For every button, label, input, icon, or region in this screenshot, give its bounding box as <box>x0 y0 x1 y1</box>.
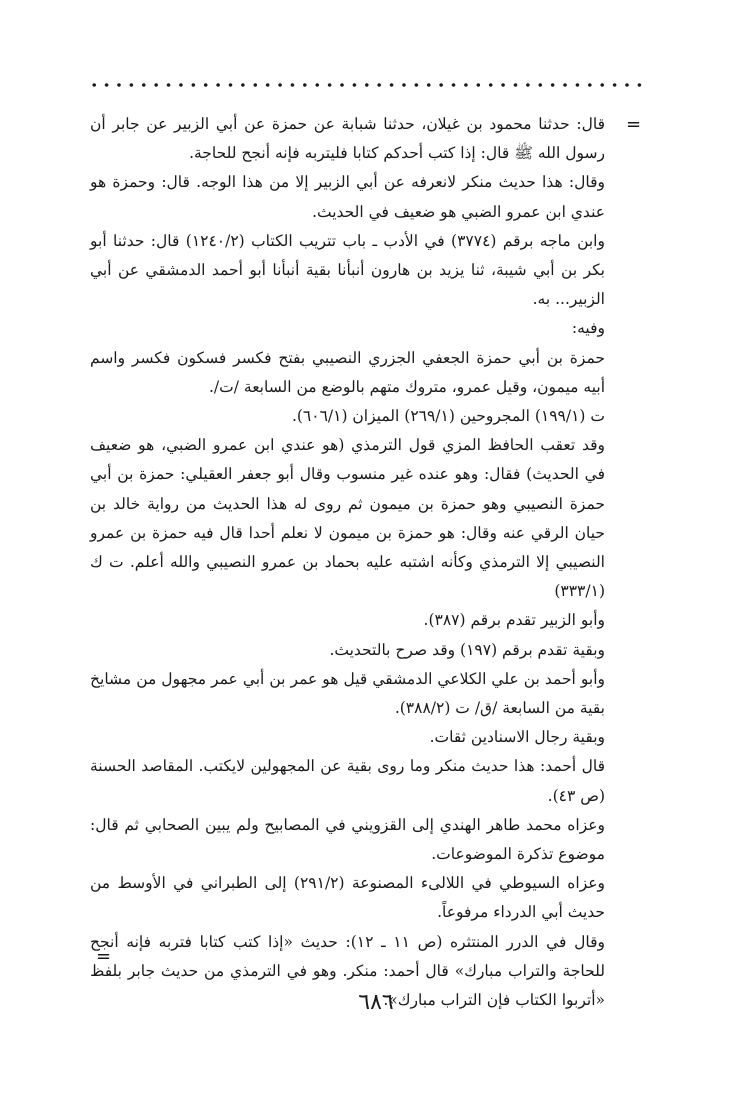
paragraph: حمزة بن أبي حمزة الجعفي الجزري النصيبي بفتح فكسر فسكون فكسر واسم أبيه ميمون، وقيل عمرو، متروك متهم بالوضع من السابعة /ت/. <box>90 348 605 396</box>
continuation-mark-bottom: = <box>96 946 112 967</box>
paragraph: وابن ماجه برقم (٣٧٧٤) في الأدب ـ باب تتريب الكتاب (١٢٤٠/٢) قال: حدثنا أبو بكر بن أبي شيبة، ثنا يزيد بن هارون أنبأنا بقية أنبأنا أبو أحمد الدمشقي عن أبي الزبير... به. <box>90 231 605 309</box>
paragraph: قال أحمد: هذا حديث منكر وما روى بقية عن المجهولين لايكتب. المقاصد الحسنة (ص ٤٣). <box>90 757 605 805</box>
paragraph: وفيه: <box>571 319 605 338</box>
footnote-text-block <box>90 110 605 1015</box>
paragraph: وعزاه محمد طاهر الهندي إلى القزويني في المصابيح ولم يبين الصحابي ثم قال: موضوع تذكرة الموضوعات. <box>90 815 605 864</box>
paragraph: وأبو الزبير تقدم برقم (٣٨٧). <box>423 611 605 630</box>
paragraph: وبقية رجال الاسنادين ثقات. <box>429 728 605 747</box>
paragraph: وقال في الدرر المنتثره (ص ١١ ـ ١٢): حديث «إذا كتب كتابا فتربه فإنه أنجح للحاجة والتراب مبارك» قال أحمد: منكر. وهو في الترمذي من حديث جابر بلفظ «أتربوا الكتاب فإن التراب مبارك». <box>90 932 605 1010</box>
dotted-separator <box>88 80 648 90</box>
paragraph: وبقية تقدم برقم (١٩٧) وقد صرح بالتحديث. <box>329 640 605 659</box>
paragraph: وأبو أحمد بن علي الكلاعي الدمشقي قيل هو عمر بن أبي عمر مجهول من مشايخ بقية من السابعة /ق/ ت (٣٨٨/٢). <box>90 669 605 718</box>
paragraph: ت (١٩٩/١) المجروحين (٢٦٩/١) الميزان (٦٠٦/١). <box>291 407 605 426</box>
paragraph: وقد تعقب الحافظ المزي قول الترمذي (هو عندي ابن عمرو الضبي، هو ضعيف في الحديث) فقال: وهو عنده غير منسوب وقال أبو جعفر العقيلي: حمزة بن أبي حمزة النصيبي وهو حمزة بن ميمون ثم روى له هذا الحديث من رواية خالد بن حيان الرقي عنه وقال: هو حمزة بن ميمون لا نعلم أحدا قال فيه حمزة بن عمرو النصيبي إلا الترمذي وكأنه اشتبه عليه بحماد بن عمرو النصيبي والله أعلم. ت ك (٣٣٣/١) <box>90 436 605 601</box>
paragraph: وعزاه السيوطي في اللالىء المصنوعة (٢٩١/٢) إلى الطبراني في الأوسط من حديث أبي الدرداء مرفوعاً. <box>90 874 605 922</box>
continuation-mark-top: = <box>626 114 642 135</box>
page-number: ٦٨٦ <box>358 990 394 1015</box>
paragraph: وقال: هذا حديث منكر لانعرفه عن أبي الزبير إلا من هذا الوجه. قال: وحمزة هو عندي ابن عمرو الضبي هو ضعيف في الحديث. <box>90 173 605 221</box>
paragraph: قال: حدثنا محمود بن غيلان، حدثنا شبابة عن حمزة عن أبي الزبير عن جابر أن رسول الله ﷺ قال: إذا كتب أحدكم كتابا فليتربه فإنه أنجح للحاجة. <box>90 115 605 163</box>
